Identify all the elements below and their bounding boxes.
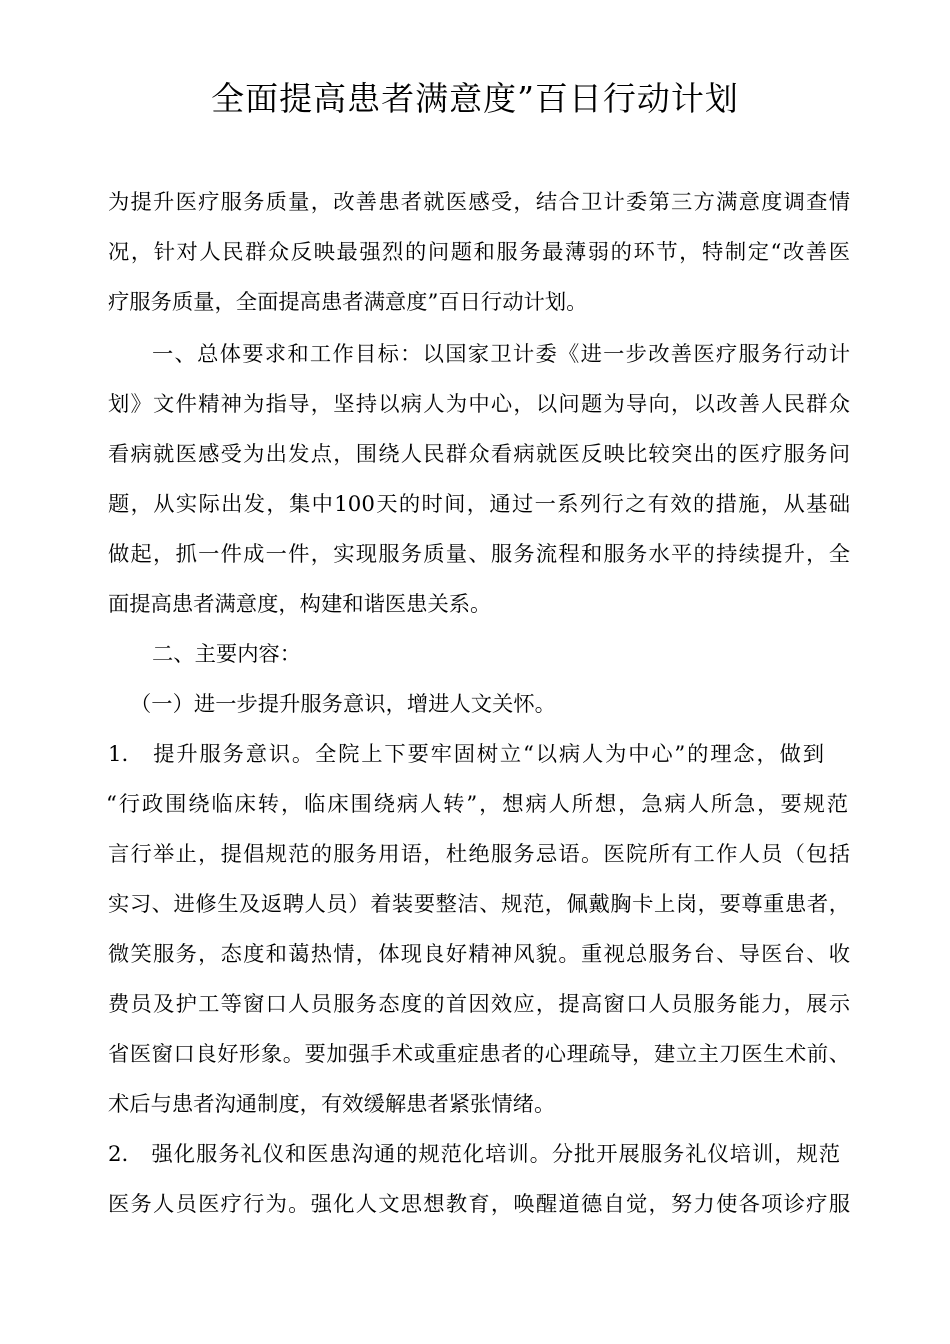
intro-line: 况，针对人民群众反映最强烈的问题和服务最薄弱的环节，特制定“改善医 [108, 240, 850, 265]
item2-line: 2. 强化服务礼仪和医患沟通的规范化培训。分批开展服务礼仪培训，规范 [108, 1142, 840, 1167]
section1-line: 题，从实际出发，集中100天的时间，通过一系列行之有效的措施，从基础 [108, 492, 850, 517]
section2-heading: 二、主要内容： [152, 642, 302, 667]
item2-line: 医务人员医疗行为。强化人文思想教育，唤醒道德自觉，努力使各项诊疗服 [108, 1192, 850, 1217]
section1-line: 面提高患者满意度，构建和谐医患关系。 [108, 592, 492, 617]
document-title: 全面提高患者满意度”百日行动计划 [211, 79, 739, 118]
item1-line: 微笑服务，态度和蔼热情，体现良好精神风貌。重视总服务台、导医台、收 [108, 942, 850, 967]
section1-line: 看病就医感受为出发点，围绕人民群众看病就医反映比较突出的医疗服务问 [108, 442, 850, 467]
subsection1-heading: （一）进一步提升服务意识，增进人文关怀。 [130, 692, 556, 717]
intro-line: 疗服务质量，全面提高患者满意度”百日行动计划。 [108, 290, 588, 315]
section1-line: 划》文件精神为指导，坚持以病人为中心，以问题为导向，以改善人民群众 [108, 392, 850, 417]
item1-line: 费员及护工等窗口人员服务态度的首因效应，提高窗口人员服务能力，展示 [108, 992, 850, 1017]
item1-line: 1. 提升服务意识。全院上下要牢固树立“以病人为中心”的理念，做到 [108, 742, 824, 767]
intro-line: 为提升医疗服务质量，改善患者就医感受，结合卫计委第三方满意度调查情 [108, 190, 850, 215]
section1-line: 一、总体要求和工作目标：以国家卫计委《进一步改善医疗服务行动计 [152, 342, 850, 367]
item1-line: 省医窗口良好形象。要加强手术或重症患者的心理疏导，建立主刀医生术前、 [108, 1042, 850, 1067]
item1-line: 术后与患者沟通制度，有效缓解患者紧张情绪。 [108, 1092, 556, 1117]
section1-line: 做起，抓一件成一件，实现服务质量、服务流程和服务水平的持续提升，全 [108, 542, 850, 567]
item1-line: “行政围绕临床转，临床围绕病人转”，想病人所想，急病人所急，要规范 [106, 792, 848, 817]
item1-line: 实习、进修生及返聘人员）着装要整洁、规范，佩戴胸卡上岗，要尊重患者， [108, 892, 850, 917]
item1-line: 言行举止，提倡规范的服务用语，杜绝服务忌语。医院所有工作人员（包括 [108, 842, 850, 867]
